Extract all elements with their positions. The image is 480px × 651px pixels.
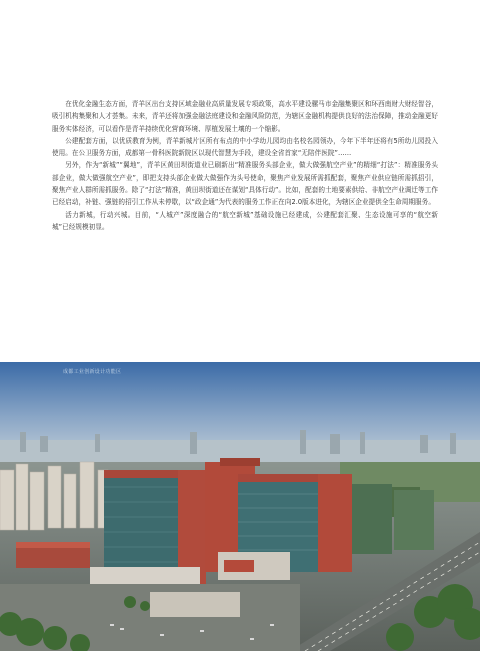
paragraph-finance: 在优化金融生态方面，青羊区出台支持区域金融业高质量发展专项政策，高水平建设骡马市金融集聚区和环西南财大财经智谷，吸引机构集聚和人才荟集。未来，青羊还将加强金融法庭建设和金融风险防范，为辖区金融机构提供良好的法治保障，推动金融更好服务实体经济，可以看作是青羊持续优化营商环境、厚植发展土壤的一个缩影。 [52,100,438,133]
article-body [52,98,438,233]
paragraph-conclusion: 活力新城，行动兴城。目前，“人城产”深度融合的“航空新城”基础设施已经建成，公建配套汇聚、生态设施可享的“航空新城”已经规模初显。 [52,210,438,231]
city-aerial-photo [0,362,480,651]
paragraph-public-services: 公建配套方面，以优质教育为例，青羊新城片区所有布点的中小学幼儿园均由名校名园领办，今年下半年还将有5所幼儿园投入使用。在公卫服务方面，成都第一骨科医院新院区以现代智慧为手段，建设全省首家“无陪伴医院”…… [52,136,438,158]
photo-caption: 成都工业创新设计功能区 [63,369,122,375]
paragraph-aviation-industry: 另外，作为“新城”“翼地”，青羊区黄田坝街道业已刷新出“精准服务头部企业，做大做强航空产业”的精细“打法”：精准服务头部企业，做大做强航空产业”，即把支持头部企业做大做强作为头号使命，聚焦产业发展所需抓配套，聚焦产业供应链所需抓招引，聚焦产业人群所需抓服务。除了“打法”精准，黄田坝街道还在谋划“具体行动”。比如，配套的土地要素供给、非航空产业调迁等工作已经启动，补链、强链的招引工作从未停歇，以“政企通”为代表的服务工作正在向2.0版本进化，为辖区企业提供全生命周期服务。 [52,161,438,207]
